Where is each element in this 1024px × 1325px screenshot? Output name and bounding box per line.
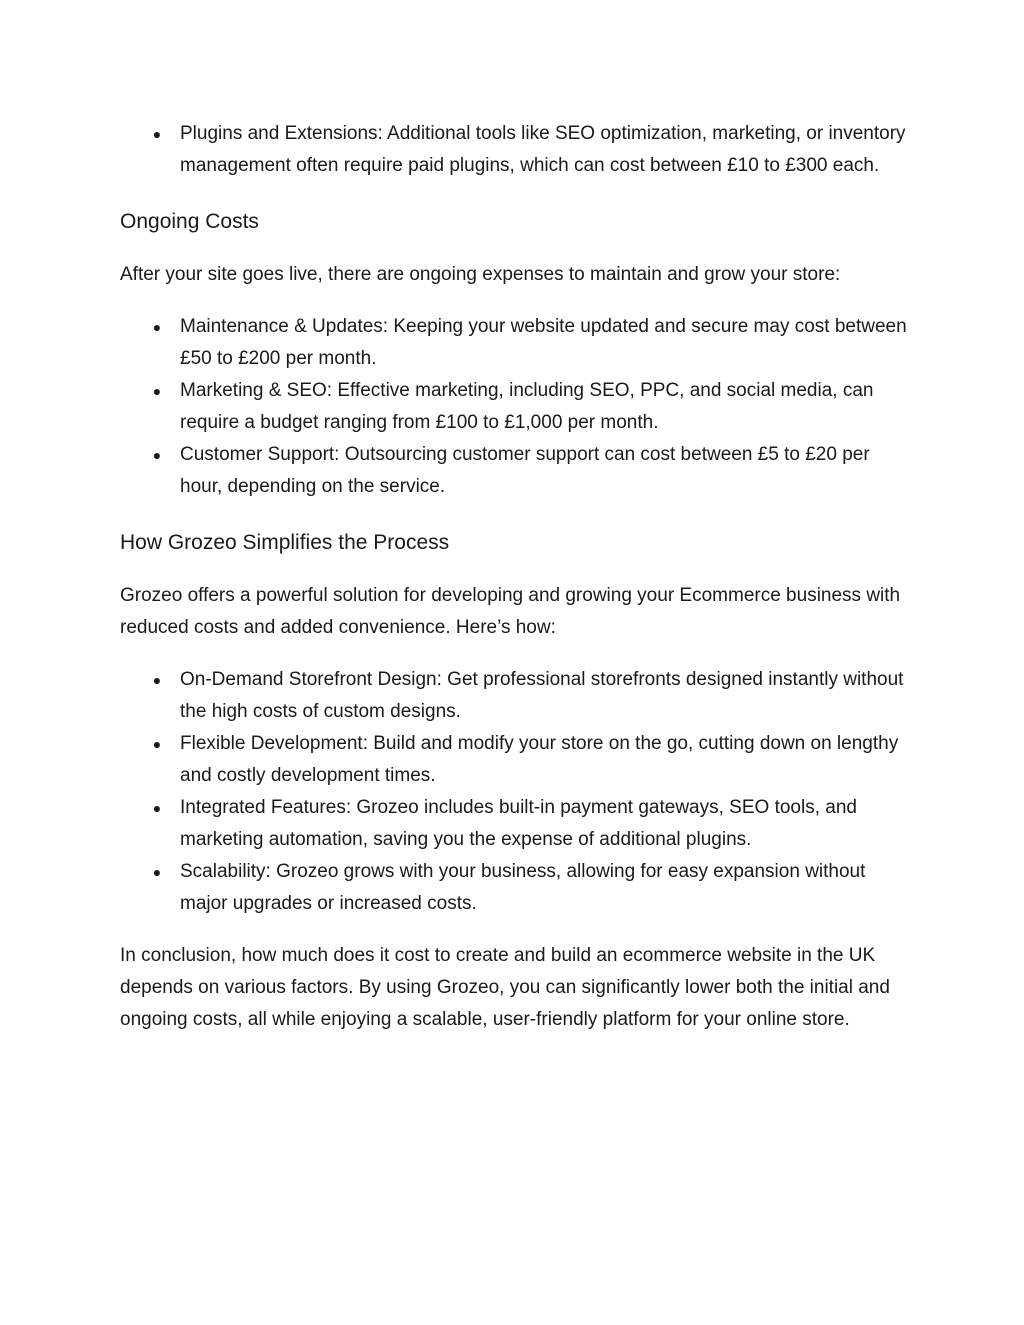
list-item [120, 664, 910, 728]
bullet-icon: ● [152, 736, 162, 752]
ongoing-costs-list [120, 311, 910, 503]
list-item [120, 728, 910, 792]
section-heading-grozeo: How Grozeo Simplifies the Process [120, 531, 450, 554]
list-item [120, 118, 910, 182]
list-item [120, 439, 910, 503]
section-heading-ongoing-costs: Ongoing Costs [120, 210, 259, 233]
bullet-icon: ● [152, 126, 162, 142]
list-item-text: Maintenance & Updates: Keeping your website updated and secure may cost between £50 to £200 per month. [180, 316, 907, 369]
bullet-icon: ● [152, 864, 162, 880]
grozeo-intro-paragraph: Grozeo offers a powerful solution for developing and growing your Ecommerce business with reduced costs and added convenience. Here’s how: [120, 585, 901, 638]
bullet-icon: ● [152, 672, 162, 688]
bullet-icon: ● [152, 447, 162, 463]
list-item-text: Scalability: Grozeo grows with your business, allowing for easy expansion without major upgrades or increased costs. [180, 861, 866, 914]
list-item [120, 375, 910, 439]
list-item [120, 311, 910, 375]
document-page [120, 118, 910, 1036]
list-item-text: Integrated Features: Grozeo includes built-in payment gateways, SEO tools, and marketing automation, saving you the expense of additional plugins. [180, 797, 857, 850]
list-item-text: Plugins and Extensions: Additional tools like SEO optimization, marketing, or inventory management often require paid plugins, which can cost between £10 to £300 each. [180, 123, 906, 176]
list-item-text: Customer Support: Outsourcing customer support can cost between £5 to £20 per hour, depending on the service. [180, 444, 870, 497]
list-item-text: On-Demand Storefront Design: Get professional storefronts designed instantly without the high costs of custom designs. [180, 669, 904, 722]
list-item-text: Flexible Development: Build and modify your store on the go, cutting down on lengthy and costly development times. [180, 733, 899, 786]
bullet-icon: ● [152, 800, 162, 816]
list-item [120, 792, 910, 856]
grozeo-features-list [120, 664, 910, 920]
list-item-text: Marketing & SEO: Effective marketing, including SEO, PPC, and social media, can require a budget ranging from £100 to £1,000 per month. [180, 380, 874, 433]
conclusion-paragraph: In conclusion, how much does it cost to create and build an ecommerce website in the UK depends on various factors. By using Grozeo, you can significantly lower both the initial and ongoing costs, all while enjoying a scalable, user-friendly platform for your online store. [120, 945, 890, 1030]
bullet-icon: ● [152, 319, 162, 335]
plugins-list [120, 118, 910, 182]
bullet-icon: ● [152, 383, 162, 399]
ongoing-intro-paragraph: After your site goes live, there are ongoing expenses to maintain and grow your store: [120, 264, 841, 285]
list-item [120, 856, 910, 920]
